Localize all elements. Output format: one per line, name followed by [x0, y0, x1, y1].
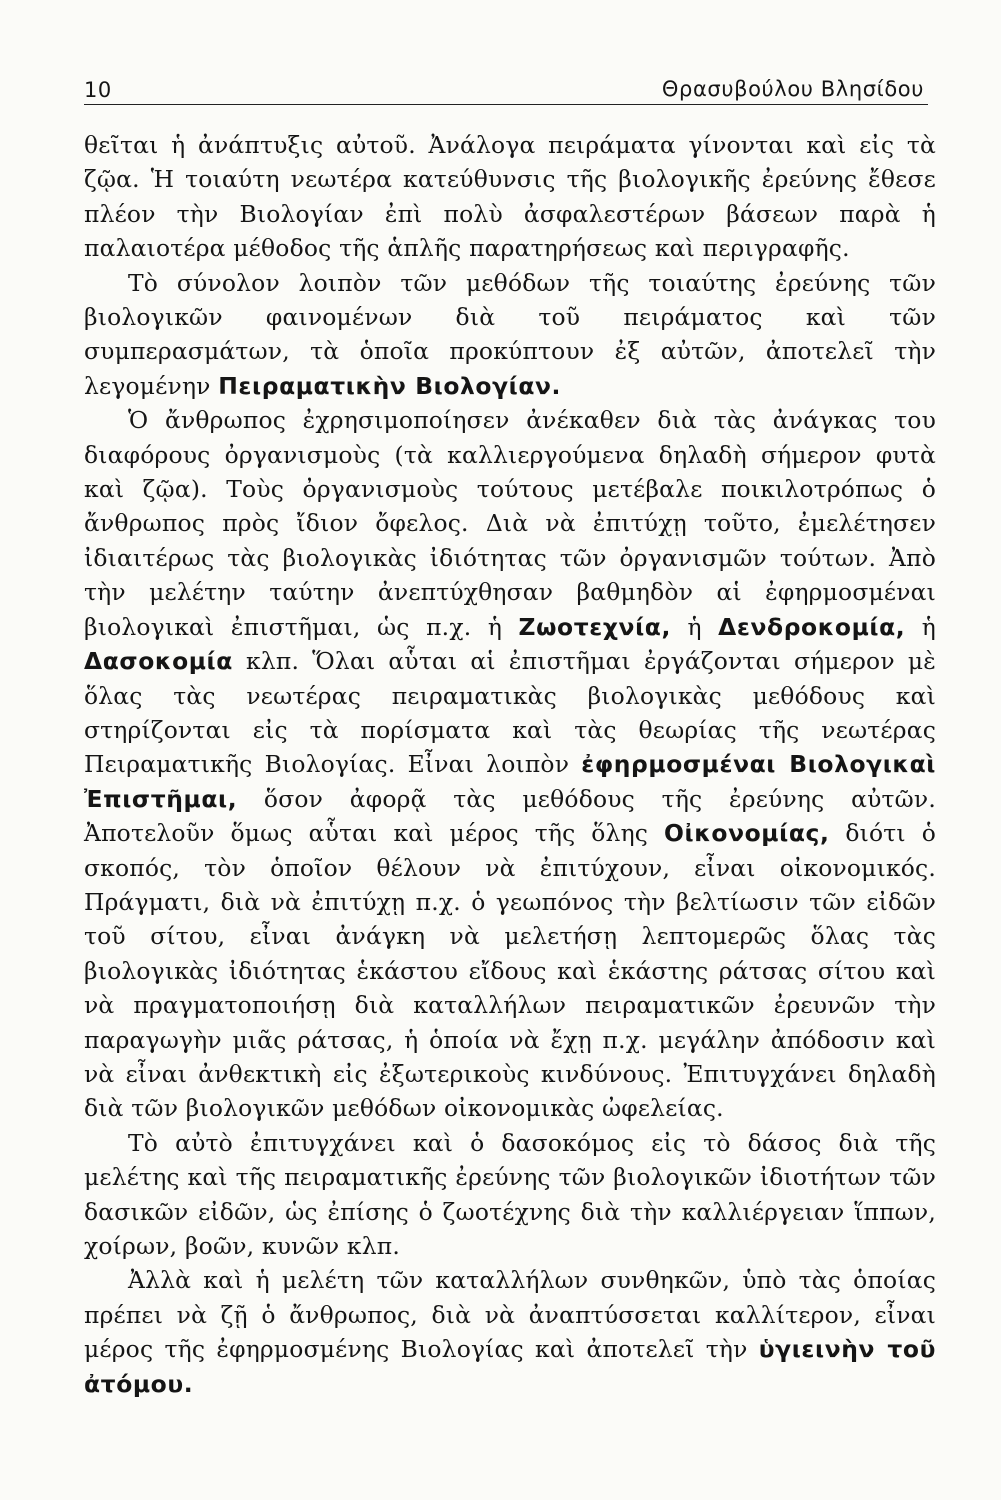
text-run: ἡ [905, 612, 936, 641]
text-run: Ὁ ἄνθρωπος ἐχρησιμοποίησεν ἀνέκαθεν διὰ τὰς ἀνάγκας του διαφόρους ὀργανισμοὺς (τὰ καλλιεργούμενα δηλαδὴ σήμερον φυτὰ καὶ ζῷα). Τοὺς ὀργανισμοὺς τούτους μετέβαλε ποικιλοτρόπως ὁ ἄνθρωπος πρὸς ἴδιον ὄφελος. Διὰ νὰ ἐπιτύχῃ τοῦτο, ἐμελέτησεν ἰδιαιτέρως τὰς βιολογικὰς ἰδιότητας τῶν ὀργανισμῶν τούτων. Ἀπὸ τὴν μελέτην ταύτην ἀνεπτύχθησαν βαθμηδὸν αἱ ἐφηρμοσμέναι βιολογικαὶ ἐπιστῆμαι, ὡς π.χ. ἡ [84, 406, 936, 641]
paragraph [84, 1263, 936, 1401]
paragraph [84, 403, 936, 1126]
emphasized-term: ὑγιεινὴν τοῦ ἀτόμου. [84, 1335, 936, 1398]
text-run: διότι ὁ σκοπός, τὸν ὁποῖον θέλουν νὰ ἐπιτύχουν, εἶναι οἰκονομικός. Πράγματι, διὰ νὰ ἐπιτύχῃ π.χ. ὁ γεωπόνος τὴν βελτίωσιν τῶν εἰδῶν τοῦ σίτου, εἶναι ἀνάγκη νὰ μελετήσῃ λεπτομερῶς ὅλας τὰς βιολογικὰς ἰδιότητας ἑκάστου εἴδους καὶ ἑκάστης ράτσας σίτου καὶ νὰ πραγματοποιήσῃ διὰ καταλλήλων πειραματικῶν ἐρευνῶν τὴν παραγωγὴν μιᾶς ράτσας, ἡ ὁποία νὰ ἔχῃ π.χ. μεγάλην ἀπόδοσιν καὶ νὰ εἶναι ἀνθεκτικὴ εἰς ἐξωτερικοὺς κινδύνους. Ἐπιτυγχάνει δηλαδὴ διὰ τῶν βιολογικῶν μεθόδων οἰκονομικὰς ὠφελείας. [84, 819, 936, 1123]
text-run: Τὸ αὐτὸ ἐπιτυγχάνει καὶ ὁ δασοκόμος εἰς τὸ δάσος διὰ τῆς μελέτης καὶ τῆς πειραματικῆς ἐρεύνης τῶν βιολογικῶν ἰδιοτήτων τῶν δασικῶν εἰδῶν, ὡς ἐπίσης ὁ ζωοτέχνης διὰ τὴν καλλιέργειαν ἵππων, χοίρων, βοῶν, κυνῶν κλπ. [84, 1128, 936, 1260]
text-run: Ἀλλὰ καὶ ἡ μελέτη τῶν καταλλήλων συνθηκῶν, ὑπὸ τὰς ὁποίας πρέπει νὰ ζῇ ὁ ἄνθρωπος, διὰ νὰ ἀναπτύσσεται καλλίτερον, εἶναι μέρος τῆς ἐφηρμοσμένης Βιολογίας καὶ ἀποτελεῖ τὴν [84, 1266, 936, 1364]
emphasized-term: Οἰκονομίας, [664, 819, 830, 848]
paragraph [84, 266, 936, 404]
text-run: ὅσον ἀφορᾷ τὰς μεθόδους τῆς ἐρεύνης αὐτῶν. Ἀποτελοῦν ὅμως αὗται καὶ μέρος τῆς ὅλης [84, 784, 936, 848]
running-header [84, 70, 928, 105]
emphasized-term: Πειραματικὴν Βιολογίαν. [218, 371, 562, 400]
text-run: θεῖται ἡ ἀνάπτυξις αὐτοῦ. Ἀνάλογα πειράματα γίνονται καὶ εἰς τὰ ζῷα. Ἡ τοιαύτη νεωτέρα κατεύθυνσις τῆς βιολογικῆς ἐρεύνης ἔθεσε πλέον τὴν Βιολογίαν ἐπὶ πολὺ ἀσφαλεστέρων βάσεων παρὰ ἡ παλαιοτέρα μέθοδος τῆς ἁπλῆς παρατηρήσεως καὶ περιγραφῆς. [84, 131, 936, 263]
emphasized-term: ἐφηρμοσμέναι Βιολογικαὶ Ἐπιστῆμαι, [84, 750, 937, 813]
text-run: κλπ. Ὅλαι αὗται αἱ ἐπιστῆμαι ἐργάζονται σήμερον μὲ ὅλας τὰς νεωτέρας πειραματικὰς βιολογικὰς μεθόδους καὶ στηρίζονται εἰς τὰ πορίσματα καὶ τὰς θεωρίας τῆς νεωτέρας Πειραματικῆς Βιολογίας. Εἶναι λοιπὸν [84, 647, 936, 779]
paragraph [84, 1126, 936, 1264]
body-text [84, 128, 936, 1401]
emphasized-term: Δασοκομία [84, 647, 233, 676]
emphasized-term: Δενδροκομία, [718, 612, 906, 641]
emphasized-term: Ζωοτεχνία, [518, 612, 671, 641]
text-run: ἡ [670, 612, 719, 641]
text-run: Τὸ σύνολον λοιπὸν τῶν μεθόδων τῆς τοιαύτης ἐρεύνης τῶν βιολογικῶν φαινομένων διὰ τοῦ πειράματος καὶ τῶν συμπερασμάτων, τὰ ὁποῖα προκύπτουν ἐξ αὐτῶν, ἀποτελεῖ τὴν λεγομένην [84, 268, 936, 400]
page-number: 10 [84, 78, 112, 102]
running-title: Θρασυβούλου Βλησίδου [661, 77, 924, 101]
paragraph [84, 128, 936, 266]
